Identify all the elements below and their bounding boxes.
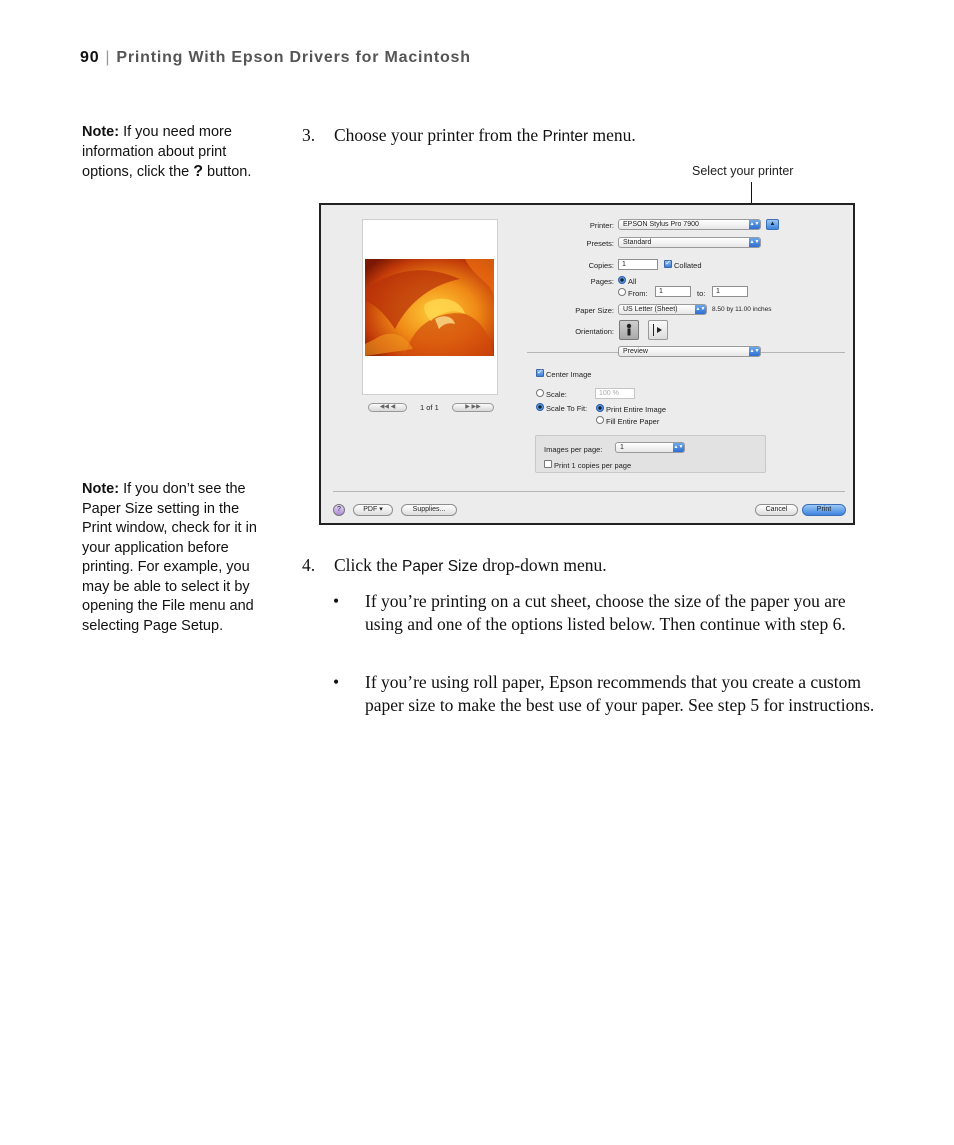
- pdf-button[interactable]: PDF ▾: [353, 504, 393, 516]
- prev-page-icon: ◀: [390, 404, 396, 410]
- center-image-label: Center Image: [546, 370, 592, 379]
- landscape-button[interactable]: [648, 320, 668, 340]
- orientation-label: Orientation:: [575, 327, 614, 336]
- first-page-icon: ◀◀: [379, 404, 389, 410]
- note-label: Note:: [82, 481, 120, 497]
- callout-label: Select your printer: [692, 164, 794, 178]
- collapse-button[interactable]: ▲: [766, 219, 779, 230]
- presets-label: Presets:: [586, 239, 614, 248]
- pages-all-label: All: [628, 277, 637, 286]
- pages-to-label: to:: [697, 289, 706, 298]
- nav-next-last-button[interactable]: [452, 403, 494, 412]
- panel-value: Preview: [623, 348, 648, 355]
- to-input[interactable]: 1: [712, 286, 748, 297]
- cancel-button[interactable]: Cancel: [755, 504, 798, 516]
- pages-all-radio[interactable]: [618, 276, 626, 284]
- ui-term-paper-size: Paper Size: [402, 558, 478, 575]
- step-4: [302, 554, 607, 579]
- copies-input[interactable]: 1: [618, 259, 658, 270]
- print-entire-image-radio[interactable]: [596, 404, 604, 412]
- side-note-help: [82, 123, 267, 183]
- paper-size-popup[interactable]: [618, 304, 707, 315]
- portrait-icon: [620, 321, 638, 339]
- page-header: [80, 49, 471, 67]
- print-copies-checkbox[interactable]: [544, 460, 552, 468]
- note-text-mid: menu and selecting: [82, 598, 254, 634]
- help-glyph: ?: [193, 163, 204, 180]
- popup-arrow-icon: ▲▼: [749, 239, 760, 245]
- note-label: Note:: [82, 124, 120, 140]
- bullet-cut-sheet: [333, 590, 878, 635]
- rose-photo: [365, 259, 494, 356]
- landscape-icon: [649, 321, 667, 339]
- bullet-text: If you’re using roll paper, Epson recommends that you create a custom paper size to make the best use of your paper. See step 5 for instructions.: [365, 672, 875, 715]
- help-button[interactable]: ?: [333, 504, 345, 516]
- note-text: If you need more information about print options, click the: [82, 124, 232, 180]
- paper-size-label: Paper Size:: [575, 306, 614, 315]
- printer-popup[interactable]: [618, 219, 761, 230]
- paper-dimensions: 8.50 by 11.00 inches: [712, 306, 772, 313]
- portrait-button[interactable]: [619, 320, 639, 340]
- popup-arrow-icon: ▲▼: [749, 221, 760, 227]
- scale-label: Scale:: [546, 390, 567, 399]
- step-text-end: drop-down menu.: [477, 555, 607, 575]
- pages-from-label: From:: [628, 289, 648, 298]
- print-dialog: [319, 203, 855, 525]
- bullet-text: If you’re printing on a cut sheet, choose the size of the paper you are using and one of the options listed below. Then continue with step 6.: [365, 591, 846, 634]
- last-page-icon: ▶▶: [471, 404, 481, 410]
- copies-label: Copies:: [588, 261, 614, 270]
- fill-entire-paper-radio[interactable]: [596, 416, 604, 424]
- step-text: Click the: [334, 555, 403, 575]
- pages-from-radio[interactable]: [618, 288, 626, 296]
- menu-term-file: File: [161, 598, 186, 614]
- scale-radio[interactable]: [536, 389, 544, 397]
- page-number: 90: [80, 49, 100, 66]
- pages-label: Pages:: [590, 277, 614, 286]
- popup-arrow-icon: ▲▼: [673, 444, 684, 450]
- collated-label: Collated: [674, 261, 702, 270]
- presets-popup[interactable]: [618, 237, 761, 248]
- print-button[interactable]: Print: [802, 504, 846, 516]
- note-text: If you don’t see the Paper Size setting in the Print window, check for it in your application before printing. For example, you may be able to select it by opening the: [82, 481, 257, 614]
- popup-arrow-icon: ▲▼: [695, 306, 706, 312]
- paper-size-value: US Letter (Sheet): [623, 306, 678, 313]
- center-image-checkbox[interactable]: ✓: [537, 369, 543, 376]
- bullet-roll-paper: [333, 671, 878, 716]
- step-text: Choose your printer from the: [334, 125, 543, 145]
- images-per-page-value: 1: [620, 444, 624, 451]
- side-note-paper-size: [82, 480, 267, 636]
- images-per-page-popup[interactable]: [615, 442, 685, 453]
- page-indicator: 1 of 1: [420, 403, 439, 412]
- nav-first-prev-button[interactable]: [368, 403, 407, 412]
- step-number: 3.: [302, 125, 316, 145]
- note-text-end: button.: [203, 164, 252, 180]
- from-input[interactable]: 1: [655, 286, 691, 297]
- panel-popup[interactable]: [618, 346, 761, 357]
- print-entire-image-label: Print Entire Image: [606, 405, 667, 414]
- printer-label: Printer:: [589, 221, 614, 230]
- scale-to-fit-radio[interactable]: [536, 403, 544, 411]
- bullet-dot: •: [333, 591, 340, 611]
- scale-to-fit-label: Scale To Fit:: [546, 404, 588, 413]
- popup-arrow-icon: ▲▼: [749, 348, 760, 354]
- chapter-title: Printing With Epson Drivers for Macintosh: [116, 49, 471, 66]
- bottom-divider: [333, 491, 845, 492]
- ui-term-printer: Printer: [542, 128, 589, 145]
- scale-input[interactable]: 100 %: [595, 388, 635, 399]
- presets-value: Standard: [623, 239, 652, 246]
- header-separator: |: [105, 49, 111, 66]
- bullet-dot: •: [333, 672, 340, 692]
- note-text-end: .: [219, 617, 224, 634]
- fill-entire-paper-label: Fill Entire Paper: [606, 417, 660, 426]
- supplies-button[interactable]: Supplies...: [401, 504, 457, 516]
- step-text-end: menu.: [588, 125, 636, 145]
- printer-value: EPSON Stylus Pro 7900: [623, 221, 699, 228]
- menu-term-page-setup: Page Setup: [143, 617, 220, 634]
- step-number: 4.: [302, 555, 316, 575]
- print-copies-label: Print 1 copies per page: [554, 461, 632, 470]
- images-per-page-label: Images per page:: [544, 445, 603, 454]
- step-3: [302, 124, 636, 149]
- next-page-icon: ▶: [465, 404, 470, 410]
- collated-checkbox[interactable]: ✓: [665, 260, 671, 267]
